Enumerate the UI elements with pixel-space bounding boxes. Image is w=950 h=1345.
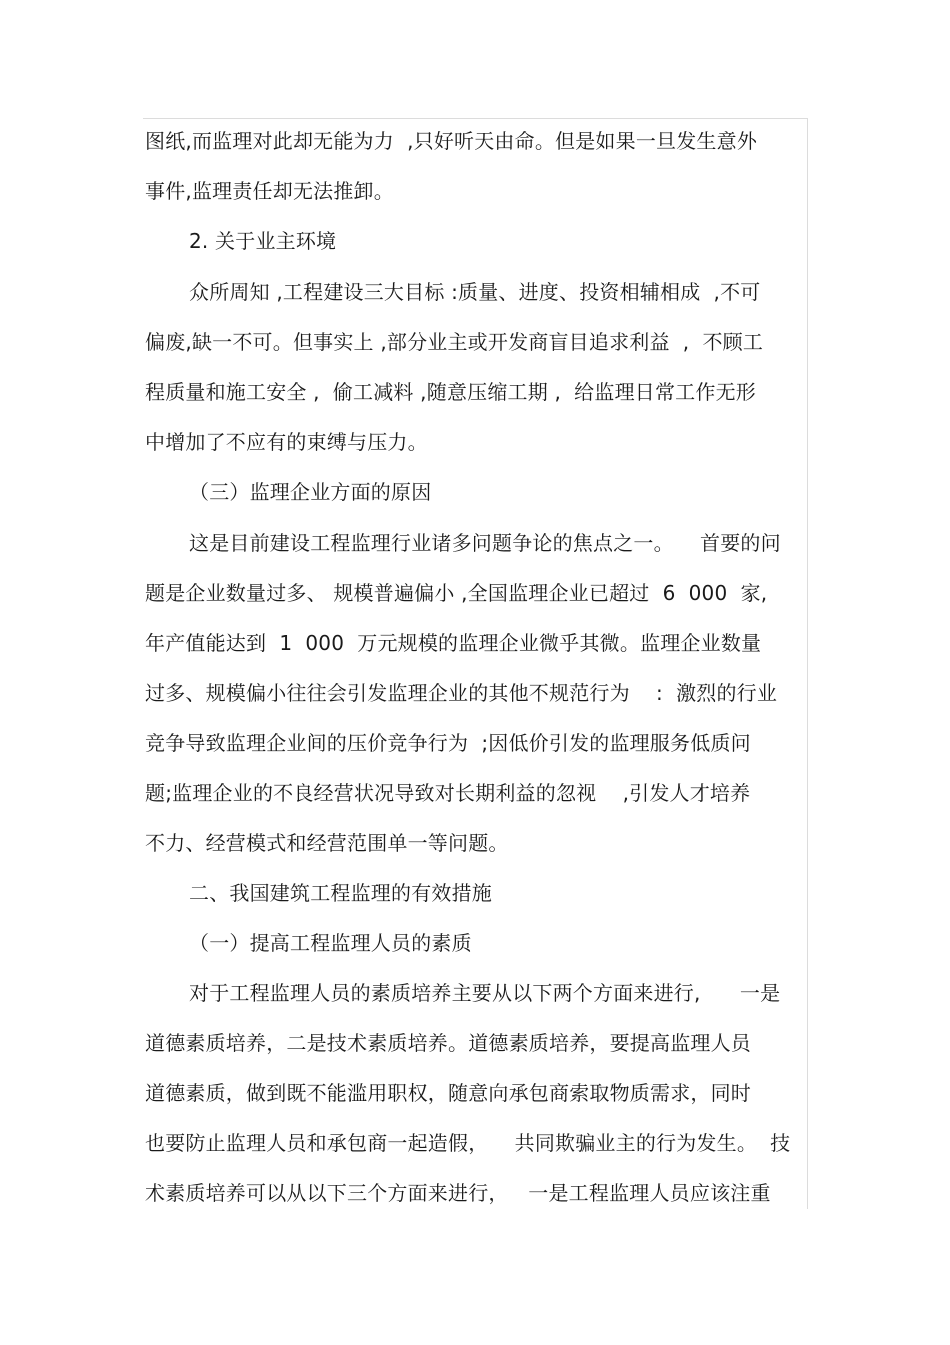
paragraph-line: 对于工程监理人员的素质培养主要从以下两个方面来进行, 一是 bbox=[189, 981, 781, 1005]
paragraph-line: 偏废,缺一不可。但事实上 ,部分业主或开发商盲目追求利益 , 不顾工 bbox=[145, 330, 764, 354]
paragraph-line: 年产值能达到 1 000 万元规模的监理企业微乎其微。监理企业数量 bbox=[145, 631, 762, 655]
section-heading: （一）提高工程监理人员的素质 bbox=[189, 931, 472, 955]
section-heading: （三）监理企业方面的原因 bbox=[189, 480, 432, 504]
paragraph-line: 不力、经营模式和经营范围单一等问题。 bbox=[145, 831, 509, 855]
paragraph-line: 竞争导致监理企业间的压价竞争行为 ;因低价引发的监理服务低质问 bbox=[145, 731, 751, 755]
paragraph-line: 道德素质，做到既不能滥用职权，随意向承包商索取物质需求，同时 bbox=[145, 1081, 751, 1105]
paragraph-line: 题是企业数量过多、 规模普遍偏小 ,全国监理企业已超过 6 000 家, bbox=[145, 581, 768, 605]
paragraph-line: 也要防止监理人员和承包商一起造假， 共同欺骗业主的行为发生。 技 bbox=[145, 1131, 791, 1155]
paragraph-line: 过多、规模偏小往往会引发监理企业的其他不规范行为 : 激烈的行业 bbox=[145, 681, 778, 705]
paragraph-line: 道德素质培养，二是技术素质培养。道德素质培养，要提高监理人员 bbox=[145, 1031, 751, 1055]
paragraph-line: 中增加了不应有的束缚与压力。 bbox=[145, 430, 428, 454]
paragraph-line: 这是目前建设工程监理行业诸多问题争论的焦点之一。 首要的问 bbox=[189, 531, 781, 555]
paragraph-line: 程质量和施工安全 , 偷工减料 ,随意压缩工期 , 给监理日常工作无形 bbox=[145, 380, 756, 404]
section-heading: 2. 关于业主环境 bbox=[189, 229, 337, 253]
section-heading: 二、我国建筑工程监理的有效措施 bbox=[189, 881, 492, 905]
paragraph-line: 术素质培养可以从以下三个方面来进行， 一是工程监理人员应该注重 bbox=[145, 1181, 771, 1205]
paragraph-line: 众所周知 ,工程建设三大目标 :质量、进度、投资相辅相成 ,不可 bbox=[189, 280, 761, 304]
paragraph-line: 题;监理企业的不良经营状况导致对长期利益的忽视 ,引发人才培养 bbox=[145, 781, 751, 805]
paragraph-line: 图纸,而监理对此却无能为力 ,只好听天由命。但是如果一旦发生意外 bbox=[145, 129, 758, 153]
paragraph-line: 事件,监理责任却无法推卸。 bbox=[145, 179, 394, 203]
